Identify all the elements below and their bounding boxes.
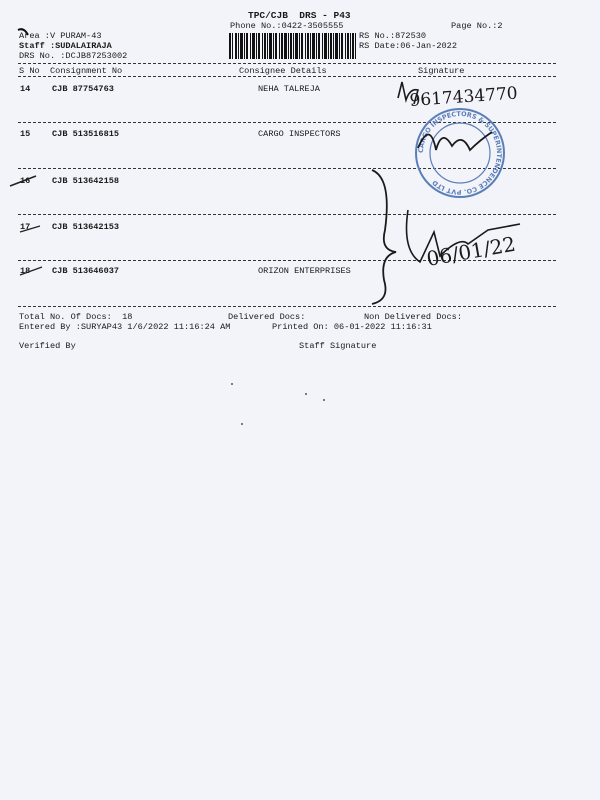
row-consignment: CJB 87754763 [52,84,114,94]
handwritten-date: 06/01/22 [424,231,518,271]
col-consignment: Consignment No [50,66,123,76]
verified-by: Verified By [19,341,76,351]
staff-signature: Staff Signature [299,341,377,351]
col-signature: Signature [418,66,465,76]
area-label: Area :V PURAM-43 [19,31,102,41]
row-consignment: CJB 513516815 [52,129,120,139]
doc-title: TPC/CJB DRS - P43 [248,10,351,21]
staff-label: Staff :SUDALAIRAJA [19,41,112,51]
row-sno: 17 [20,222,31,232]
row-consignment: CJB 513642158 [52,176,120,186]
row-consignee: NEHA TALREJA [258,84,320,94]
row-consignment: CJB 513642153 [52,222,120,232]
handwritten-phone: 9617434770 [408,83,519,111]
company-stamp [416,109,504,197]
drs-number: DRS No. :DCJB87253002 [19,51,128,61]
phone-number: Phone No.:0422-3505555 [230,21,344,31]
row-sno: 16 [20,176,31,186]
page-number: Page No.:2 [451,21,503,31]
non-delivered-docs: Non Delivered Docs: [364,312,462,322]
total-docs: Total No. Of Docs: 18 [19,312,133,322]
row-consignee: CARGO INSPECTORS [258,129,341,139]
delivered-docs: Delivered Docs: [228,312,306,322]
row-consignee: ORIZON ENTERPRISES [258,266,351,276]
svg-text:CARGO INSPECTORS & SUPERINTEND: CARGO INSPECTORS & SUPERINTENDENCE CO. PVT LTD [416,109,504,197]
rs-number: RS No.:872530 [359,31,427,41]
col-sno: S No [19,66,40,76]
row-sno: 14 [20,84,31,94]
row-sno: 15 [20,129,31,139]
rs-date: RS Date:06-Jan-2022 [359,41,457,51]
printed-on: Printed On: 06-01-2022 11:16:31 [272,322,432,332]
entered-by: Entered By :SURYAP43 1/6/2022 11:16:24 AM [19,322,231,332]
row-consignment: CJB 513646037 [52,266,120,276]
row-sno: 18 [20,266,31,276]
col-consignee: Consignee Details [239,66,327,76]
